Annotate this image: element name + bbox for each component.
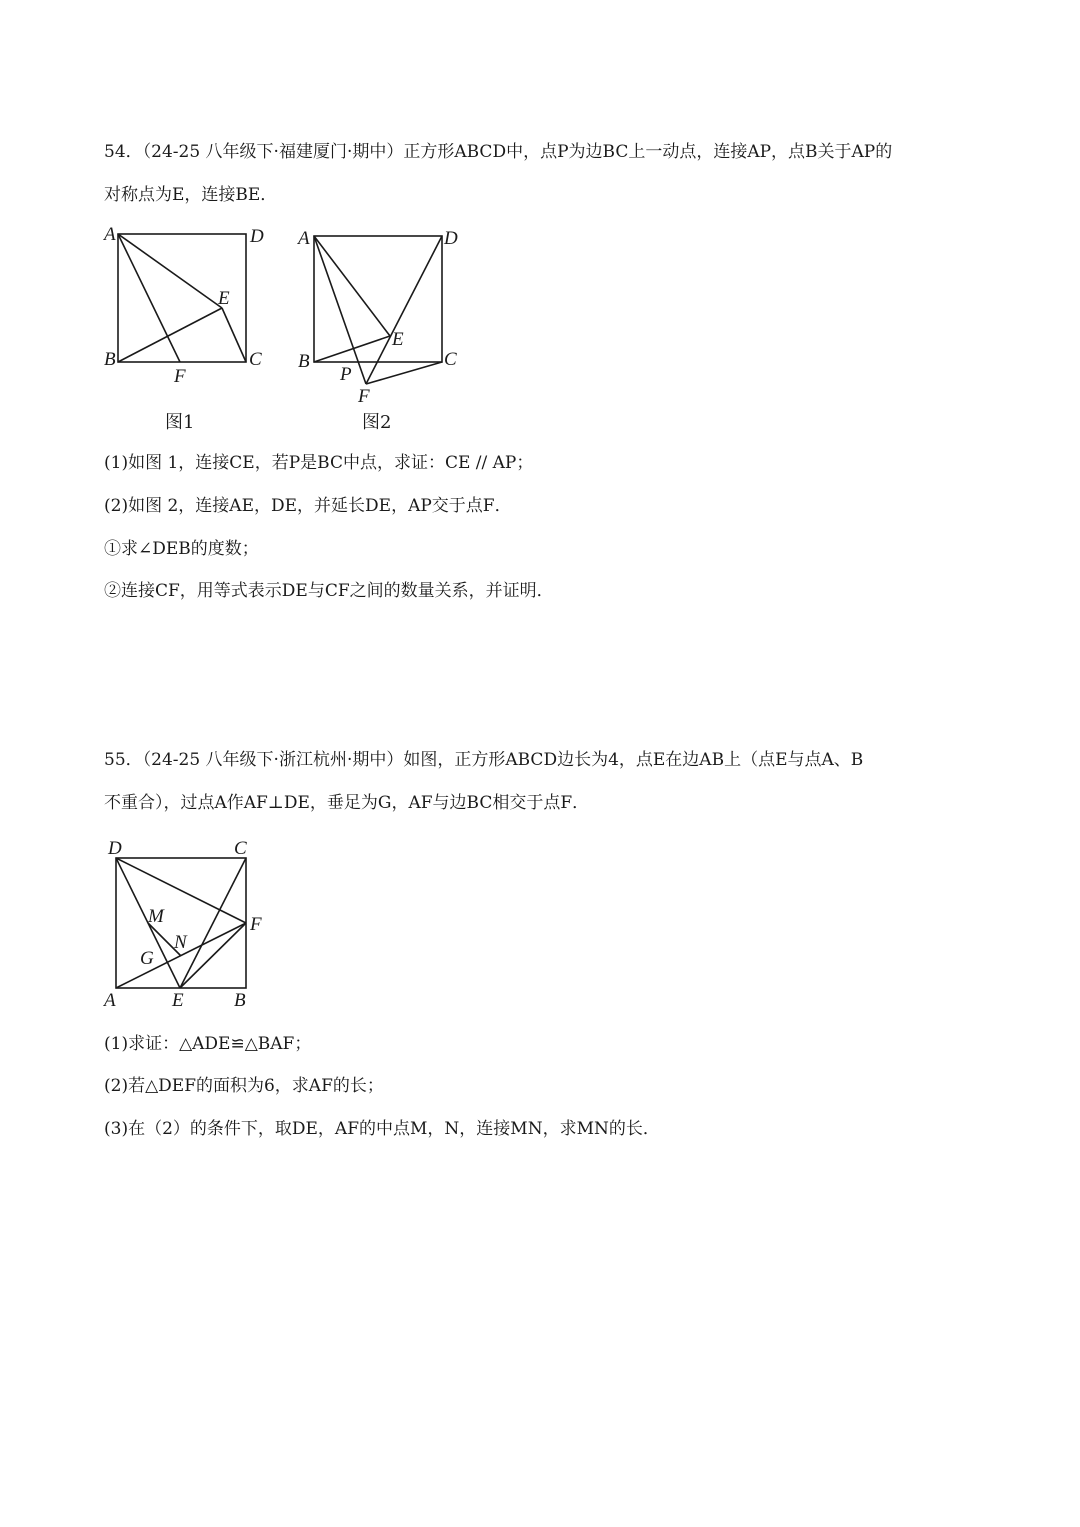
q55-part2: (2)若△DEF的面积为6，求AF的长； xyxy=(104,1076,384,1096)
q55-label-C: C xyxy=(234,838,247,859)
q55-label-G: G xyxy=(140,948,154,969)
q55-stem-line1: 55．（24-25 八年级下·浙江杭州·期中）如图，正方形ABCD边长为4，点E在边AB上（点E与点A、B xyxy=(104,750,864,770)
fig2-label-B: B xyxy=(298,351,310,372)
fig1-label-F: F xyxy=(174,366,186,387)
fig2-label-D: D xyxy=(444,228,458,249)
fig1-label-C: C xyxy=(249,349,262,370)
q54-figure-1 xyxy=(98,222,278,391)
fig1-line-AE xyxy=(118,234,222,308)
q55-label-E: E xyxy=(172,990,184,1011)
fig1-label-E: E xyxy=(218,288,230,309)
q54-part2: (2)如图 2，连接AE，DE，并延长DE，AP交于点F． xyxy=(104,496,512,516)
q55-label-N: N xyxy=(174,932,187,953)
q55-label-A: A xyxy=(104,990,116,1011)
fig1-label-B: B xyxy=(104,349,116,370)
q55-part3: (3)在（2）的条件下，取DE，AF的中点M，N，连接MN，求MN的长． xyxy=(104,1119,660,1139)
q54-figure-2 xyxy=(294,222,474,411)
q55-stem-line2: 不重合），过点A作AF⊥DE，垂足为G，AF与边BC相交于点F． xyxy=(104,793,590,813)
q54-figure-2-svg xyxy=(294,222,474,407)
q55-figure-svg xyxy=(100,832,280,1017)
fig1-line-EC xyxy=(222,308,246,362)
q54-part1: (1)如图 1，连接CE，若P是BC中点，求证：CE // AP； xyxy=(104,453,534,473)
fig1-line-AF xyxy=(118,234,180,362)
fig2-label-C: C xyxy=(444,349,457,370)
q54-stem-line2: 对称点为E，连接BE． xyxy=(104,185,278,205)
fig1-line-BE xyxy=(118,308,222,362)
q54-part2-1: ①求∠DEB的度数； xyxy=(104,539,259,559)
q55-line-EF xyxy=(180,923,246,988)
q54-figure-2-caption: 图2 xyxy=(362,412,392,433)
q54-part2-2: ②连接CF，用等式表示DE与CF之间的数量关系，并证明． xyxy=(104,581,554,601)
fig2-label-A: A xyxy=(298,228,310,249)
q55-line-DF xyxy=(116,858,246,923)
fig2-line-AE xyxy=(314,236,390,336)
q55-part1: (1)求证：△ADE≌△BAF； xyxy=(104,1034,312,1054)
q55-figure xyxy=(100,832,280,1021)
fig1-label-D: D xyxy=(250,226,264,247)
fig1-label-A: A xyxy=(104,224,116,245)
fig2-label-E: E xyxy=(392,329,404,350)
q55-label-F: F xyxy=(250,914,262,935)
q55-label-D: D xyxy=(108,838,122,859)
q55-label-B: B xyxy=(234,990,246,1011)
q55-line-EC xyxy=(180,858,246,988)
q55-square xyxy=(116,858,246,988)
q54-stem-line1: 54．（24-25 八年级下·福建厦门·期中）正方形ABCD中，点P为边BC上一动点，连接AP，点B关于AP的 xyxy=(104,142,893,162)
q54-figure-1-caption: 图1 xyxy=(165,412,195,433)
fig2-label-F: F xyxy=(358,386,370,407)
q54-figure-1-svg xyxy=(98,222,278,387)
q55-label-M: M xyxy=(148,906,164,927)
fig2-label-P: P xyxy=(340,364,352,385)
fig2-square xyxy=(314,236,442,362)
fig2-line-FC xyxy=(366,362,442,384)
